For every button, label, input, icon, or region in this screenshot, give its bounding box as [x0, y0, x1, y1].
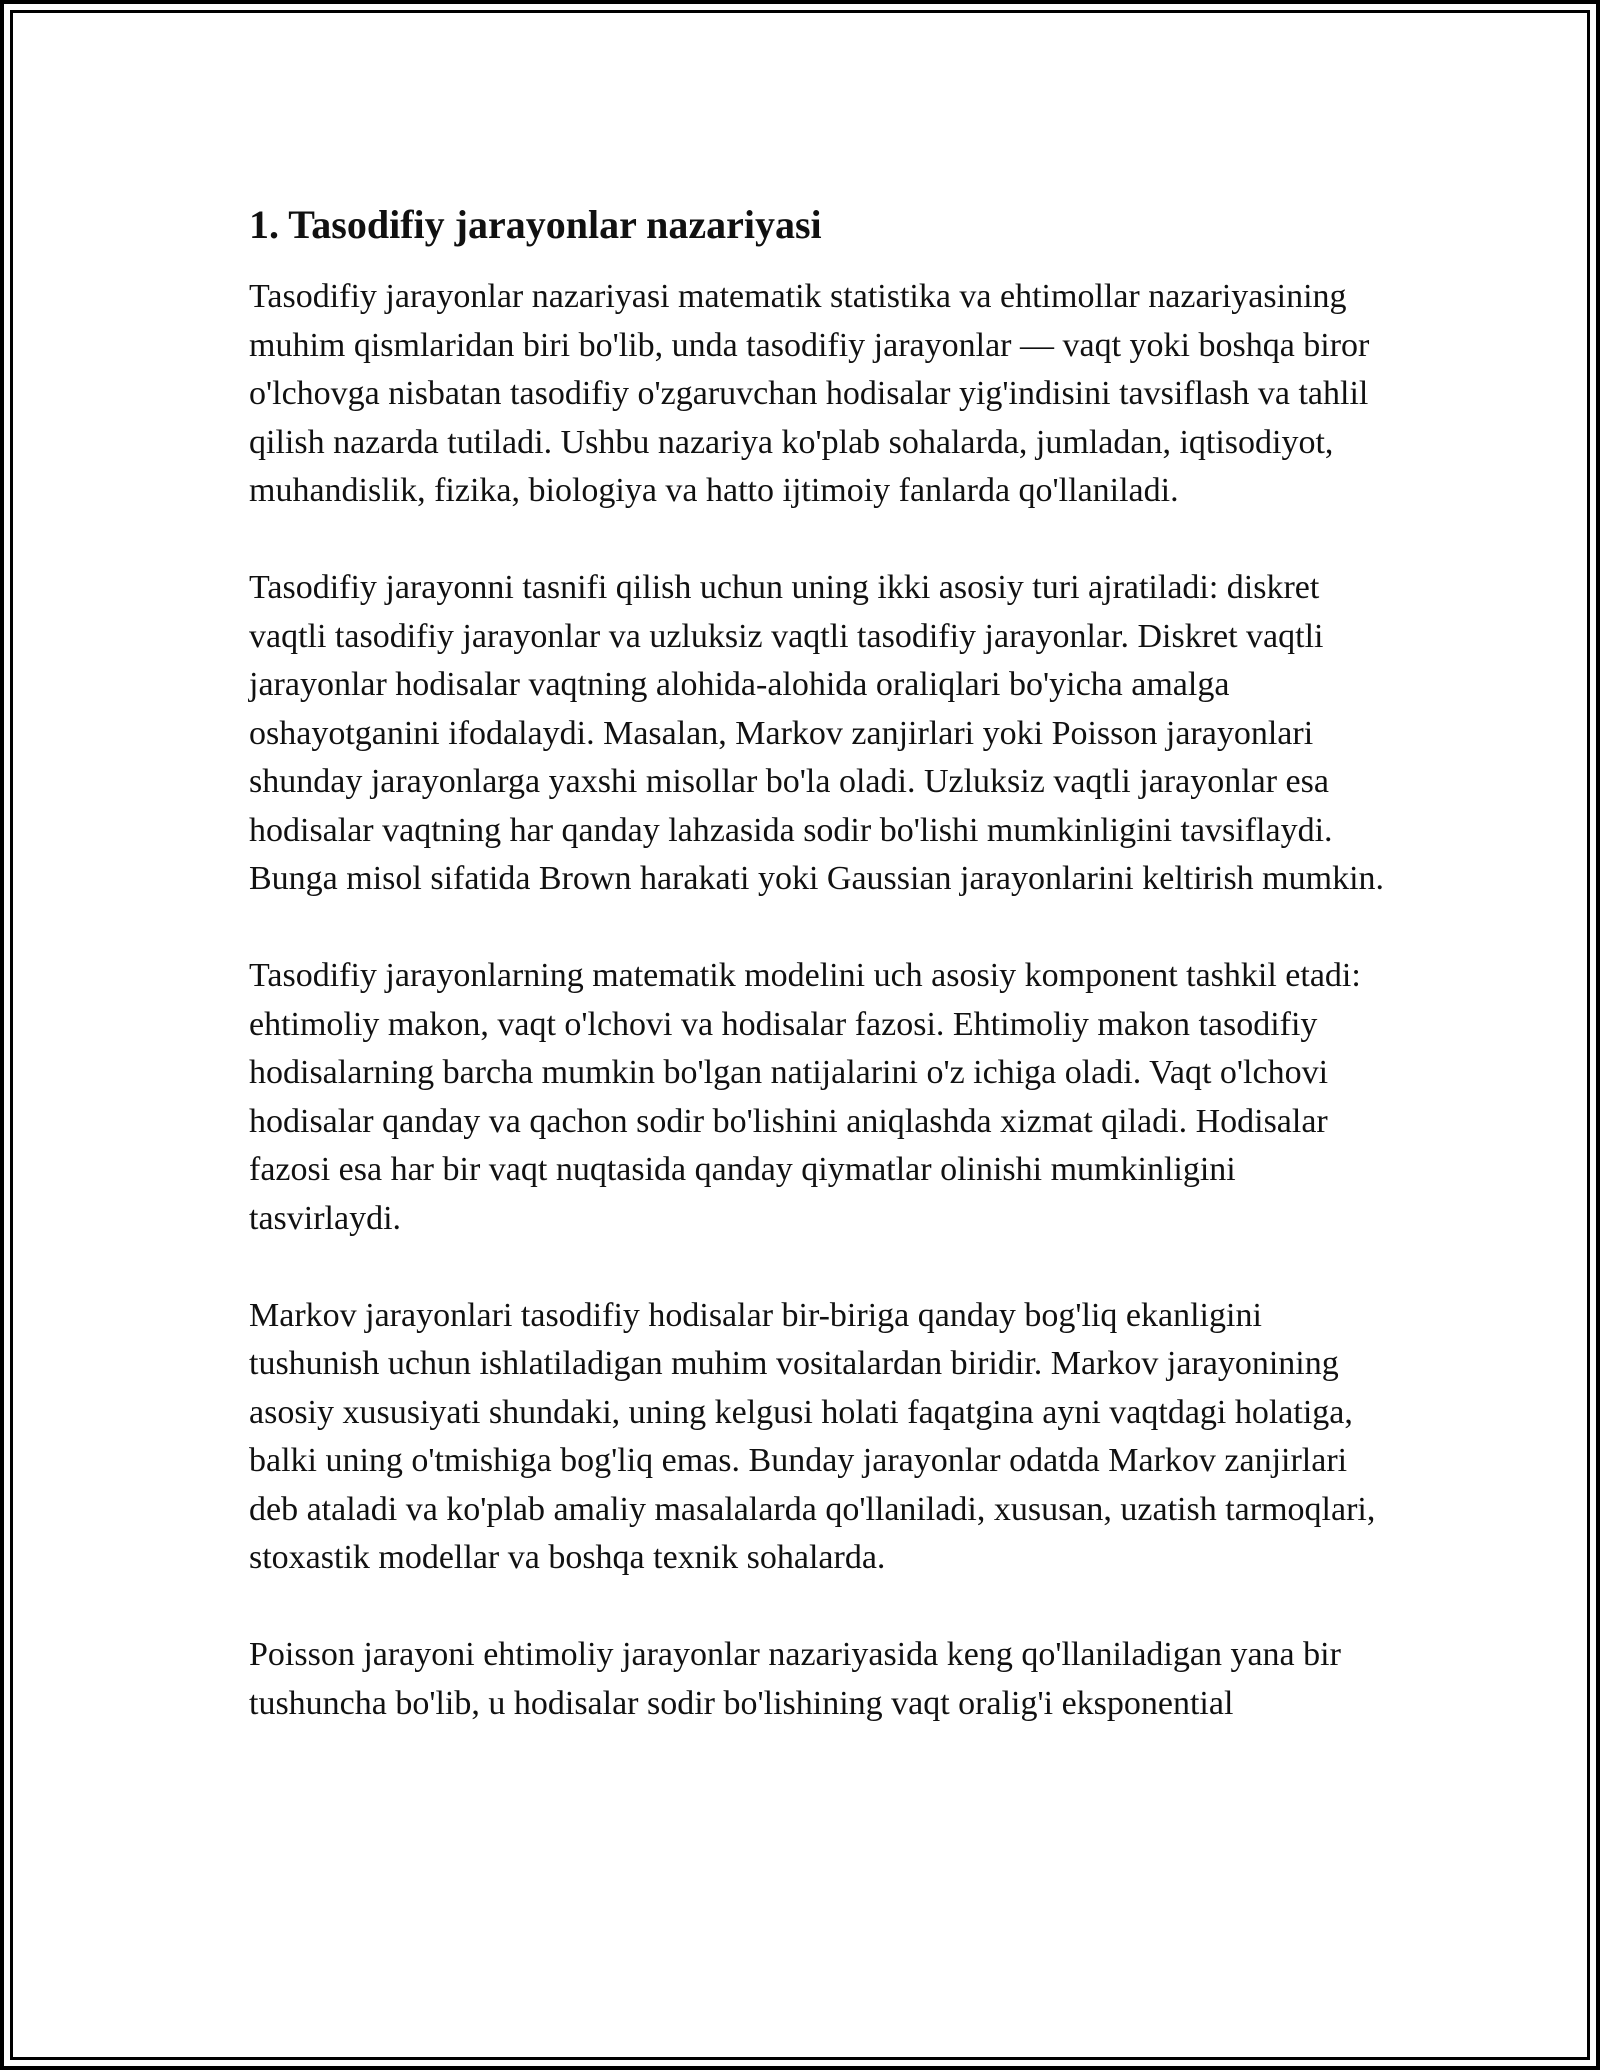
paragraph-2: Tasodifiy jarayonni tasnifi qilish uchun uning ikki asosiy turi ajratiladi: diskret vaqtli tasodifiy jarayonlar va uzluksiz vaqtli tasodifiy jarayonlar. Diskret vaqtli jarayonlar hodisalar vaqtning alohida-alohida oraliqlari bo'yicha amalga oshayotganini ifodalaydi. Masalan, Markov zanjirlari yoki Poisson jarayonlari shunday jarayonlarga yaxshi misollar bo'la oladi. Uzluksiz vaqtli jarayonlar esa hodisalar vaqtning har qanday lahzasida sodir bo'lishi mumkinligini tavsiflaydi. Bunga misol sifatida Brown harakati yoki Gaussian jarayonlarini keltirish mumkin. — [249, 569, 1385, 897]
paragraph-4: Markov jarayonlari tasodifiy hodisalar bir-biriga qanday bog'liq ekanligini tushunish uchun ishlatiladigan muhim vositalardan biridir. Markov jarayonining asosiy xususiyati shundaki, uning kelgusi holati faqatgina ayni vaqtdagi holatiga, balki uning o'tmishiga bog'liq emas. Bunday jarayonlar odatda Markov zanjirlari deb ataladi va ko'plab amaliy masalalarda qo'llaniladi, xususan, uzatish tarmoqlari, stoxastik modellar va boshqa texnik sohalarda. — [249, 1296, 1376, 1576]
paragraph-1: Tasodifiy jarayonlar nazariyasi matematik statistika va ehtimollar nazariyasining muhim qismlaridan biri bo'lib, unda tasodifiy jarayonlar — vaqt yoki boshqa biror o'lchovga nisbatan tasodifiy o'zgaruvchan hodisalar yig'indisini tavsiflash va tahlil qilish nazarda tutiladi. Ushbu nazariya ko'plab sohalarda, jumladan, iqtisodiyot, muhandislik, fizika, biologiya va hatto ijtimoiy fanlarda qo'llaniladi. — [249, 278, 1370, 509]
page-inner-border — [10, 10, 1590, 2060]
section-heading: 1. Tasodifiy jarayonlar nazariyasi — [249, 202, 822, 247]
paragraph-3: Tasodifiy jarayonlarning matematik modelini uch asosiy komponent tashkil etadi: ehtimoliy makon, vaqt o'lchovi va hodisalar fazosi. Ehtimoliy makon tasodifiy hodisalarning barcha mumkin bo'lgan natijalarini o'z ichiga oladi. Vaqt o'lchovi hodisalar qanday va qachon sodir bo'lishini aniqlashda xizmat qiladi. Hodisalar fazosi esa har bir vaqt nuqtasida qanday qiymatlar olinishi mumkinligini tasvirlaydi. — [249, 957, 1361, 1237]
document-body — [249, 201, 1389, 1777]
paragraph-5: Poisson jarayoni ehtimoliy jarayonlar nazariyasida keng qo'llaniladigan yana bir tushuncha bo'lib, u hodisalar sodir bo'lishining vaqt oralig'i eksponential — [249, 1636, 1341, 1722]
